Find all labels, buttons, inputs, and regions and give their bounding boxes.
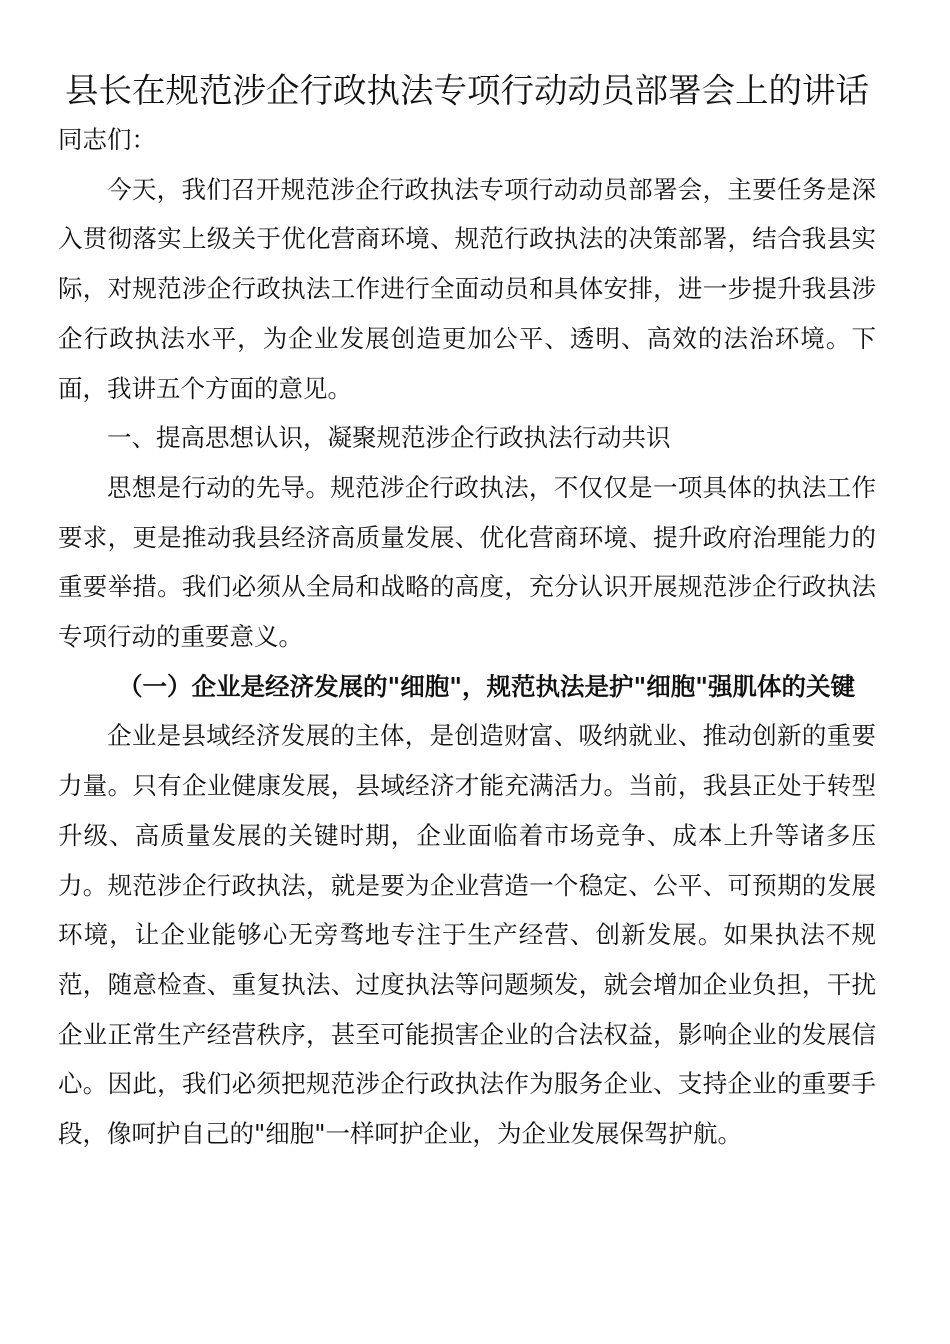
document-page <box>58 66 876 1159</box>
subsection-1-heading: （一）企业是经济发展的"细胞"，规范执法是护"细胞"强肌体的关键 <box>118 671 856 701</box>
section-1-paragraph: 思想是行动的先导。规范涉企行政执法，不仅仅是一项具体的执法工作要求，更是推动我县经济高质量发展、优化营商环境、提升政府治理能力的重要举措。我们必须从全局和战略的高度，充分认识开展规范涉企行政执法专项行动的重要意义。 <box>58 472 876 652</box>
subsection-1-paragraph: 企业是县域经济发展的主体，是创造财富、吸纳就业、推动创新的重要力量。只有企业健康发展，县域经济才能充满活力。当前，我县正处于转型升级、高质量发展的关键时期，企业面临着市场竞争、成本上升等诸多压力。规范涉企行政执法，就是要为企业营造一个稳定、公平、可预期的发展环境，让企业能够心无旁骛地专注于生产经营、创新发展。如果执法不规范，随意检查、重复执法、过度执法等问题频发，就会增加企业负担，干扰企业正常生产经营秩序，甚至可能损害企业的合法权益，影响企业的发展信心。因此，我们必须把规范涉企行政执法作为服务企业、支持企业的重要手段，像呵护自己的"细胞"一样呵护企业，为企业发展保驾护航。 <box>58 721 876 1149</box>
document-title: 县长在规范涉企行政执法专项行动动员部署会上的讲话 <box>65 71 869 110</box>
intro-paragraph: 今天，我们召开规范涉企行政执法专项行动动员部署会，主要任务是深入贯彻落实上级关于优化营商环境、规范行政执法的决策部署，结合我县实际，对规范涉企行政执法工作进行全面动员和具体安排，进一步提升我县涉企行政执法水平，为企业发展创造更加公平、透明、高效的法治环境。下面，我讲五个方面的意见。 <box>58 174 876 403</box>
salutation: 同志们： <box>58 125 156 154</box>
section-1-heading: 一、提高思想认识，凝聚规范涉企行政执法行动共识 <box>107 423 671 453</box>
